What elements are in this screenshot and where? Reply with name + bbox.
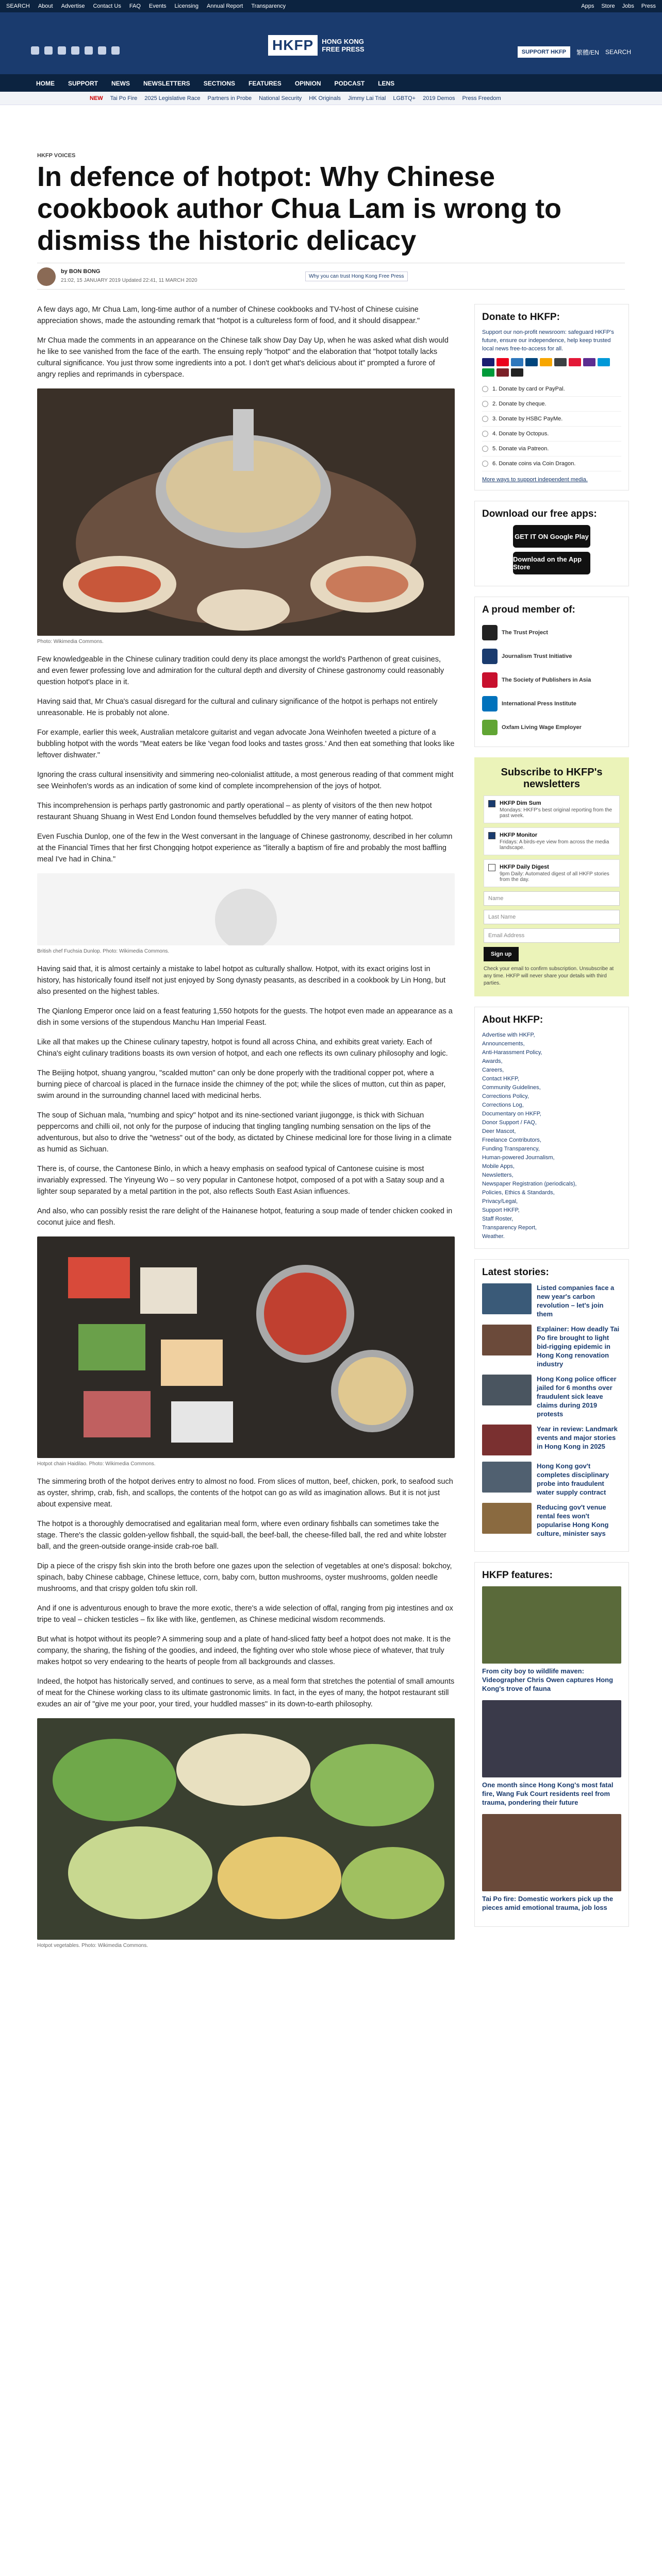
vegetables-photo bbox=[37, 1718, 455, 1940]
paragraph: Dip a piece of the crispy fish skin into the broth before one gazes upon the selection of vegetables at one's disposal: bokchoy, spinach, baby Chinese cabbage, Chinese lettuce, corn, baby corn, button mushrooms, oyster mushrooms, golden needle mushrooms, and that crispy golden tofu skin roll. bbox=[37, 1562, 452, 1593]
member-logo[interactable] bbox=[482, 716, 621, 739]
logo-text-line2: FREE PRESS bbox=[322, 45, 365, 53]
newsletter-box bbox=[474, 757, 629, 996]
donate-option-label: 3. Donate by HSBC PayMe. bbox=[492, 416, 563, 422]
story-thumbnail[interactable] bbox=[482, 1462, 532, 1493]
telegram-icon[interactable] bbox=[98, 46, 106, 55]
member-name: Oxfam Living Wage Employer bbox=[502, 724, 582, 731]
payment-card-icon bbox=[554, 358, 567, 366]
paragraph: But what is hotpot without its people? A simmering soup and a plate of hand-sliced fatty beef a hotpot does not make. It is the company, the sharing, the fishing of the goodies, and indeed, the fighting over who stole whose piece of whatever, that truly makes hotpot so very endearing to the hearts of people from all backgrounds and classes. bbox=[37, 1635, 451, 1666]
trending-items bbox=[90, 95, 501, 101]
email-input[interactable]: Email Address bbox=[484, 928, 620, 943]
nav-item[interactable]: SECTIONS bbox=[203, 80, 236, 87]
payment-methods bbox=[482, 358, 621, 377]
radio-icon[interactable] bbox=[482, 461, 488, 467]
top-link[interactable]: About bbox=[38, 3, 53, 9]
about-link[interactable]: Donor Support / FAQ, bbox=[482, 1120, 537, 1126]
latest-story[interactable] bbox=[482, 1375, 621, 1418]
features-box bbox=[474, 1562, 629, 1927]
article-title: In defence of hotpot: Why Chinese cookbook author Chua Lam is wrong to dismiss the historic delicacy bbox=[37, 161, 562, 256]
story-thumbnail[interactable] bbox=[482, 1325, 532, 1355]
top-right-link[interactable]: Apps bbox=[581, 3, 594, 9]
instagram-icon[interactable] bbox=[58, 46, 66, 55]
latest-story[interactable] bbox=[482, 1283, 621, 1318]
sidebar bbox=[474, 304, 629, 1937]
donate-option-label: 5. Donate via Patreon. bbox=[492, 446, 549, 452]
paragraph: Like all that makes up the Chinese culinary tapestry, hotpot is found all across China, and exhibits great variety. Each of China's eight culinary traditions boasts its own version of hotpot, and each one reflects its own culinary philosophy and logic. bbox=[37, 1038, 448, 1058]
donate-option[interactable] bbox=[482, 412, 621, 427]
member-mark-icon bbox=[482, 625, 498, 640]
about-list bbox=[482, 1031, 621, 1241]
donate-box bbox=[474, 304, 629, 490]
features-title: HKFP features: bbox=[482, 1570, 553, 1581]
trending-new-label: NEW bbox=[90, 95, 103, 101]
paragraph: The simmering broth of the hotpot derives entry to almost no food. From slices of mutton, beef, chicken, pork, to seafood such as oyster, shrimp, crab, fish, and scallops, the contents of the hotpot can go as wild as imagination allows. But it is not just about expensive meat. bbox=[37, 1478, 453, 1509]
masthead bbox=[0, 12, 662, 74]
member-mark-icon bbox=[482, 720, 498, 735]
logo-mark: HKFP bbox=[268, 35, 318, 56]
photo-caption: Hotpot vegetables. Photo: Wikimedia Commons. bbox=[37, 1943, 148, 1948]
about-link[interactable]: Corrections Policy, bbox=[482, 1093, 529, 1099]
top-link[interactable]: Annual Report bbox=[207, 3, 243, 9]
article-kicker[interactable]: HKFP VOICES bbox=[37, 152, 76, 159]
radio-icon[interactable] bbox=[482, 446, 488, 452]
newsletter-desc: 9pm Daily: Automated digest of all HKFP stories from the day. bbox=[500, 871, 609, 883]
rss-icon[interactable] bbox=[111, 46, 120, 55]
about-link[interactable]: Mobile Apps, bbox=[482, 1163, 515, 1170]
latest-story[interactable] bbox=[482, 1325, 621, 1368]
article-body bbox=[37, 304, 455, 1958]
checkbox-icon[interactable] bbox=[488, 864, 495, 871]
donate-option[interactable] bbox=[482, 382, 621, 397]
about-link[interactable]: Funding Transparency, bbox=[482, 1146, 540, 1152]
donate-option[interactable] bbox=[482, 397, 621, 412]
main-nav-items bbox=[36, 80, 394, 87]
donate-option-label: 2. Donate by cheque. bbox=[492, 401, 547, 407]
app-store-button[interactable]: Download on the App Store bbox=[513, 552, 590, 574]
fuchsia-dunlop-photo bbox=[37, 873, 455, 945]
newsletter-title: Subscribe to HKFP's newsletters bbox=[501, 767, 603, 790]
about-link[interactable]: Contact HKFP, bbox=[482, 1076, 519, 1082]
about-link[interactable]: Anti-Harassment Policy, bbox=[482, 1049, 542, 1056]
member-list bbox=[482, 621, 621, 739]
checkbox-checked-icon[interactable] bbox=[488, 800, 495, 807]
about-link[interactable]: Weather. bbox=[482, 1233, 505, 1240]
donate-option-label: 1. Donate by card or PayPal. bbox=[492, 386, 565, 392]
paragraph: Mr Chua made the comments in an appearance on the Chinese talk show Day Day Up, when he was asked what dish would he like to see vanished from the face of the earth. The ensuing reply "hotpot" and the elaboration that "hotpot totally lacks cultural significance. You just throw some ingredients into a pot. I don't get what's delicious about it" prompted a furore of angry replies and reprimands in cyberspace. bbox=[37, 336, 449, 379]
newsletter-name: HKFP Dim Sum bbox=[500, 800, 541, 806]
about-link[interactable]: Announcements, bbox=[482, 1041, 525, 1047]
payment-card-icon bbox=[569, 358, 581, 366]
about-link[interactable]: Corrections Log, bbox=[482, 1102, 524, 1108]
paragraph: Having said that, it is almost certainly a mistake to label hotpot as culturally shallow. Hotpot, with its exact origins lost in history, has historically found itself not just enjoyed by Song dynasty peasants, as described in a cookbook by Lin Hong, but also presented on the highest tables. bbox=[37, 965, 446, 996]
hotpot-photo bbox=[37, 388, 455, 636]
trending-item[interactable]: 2019 Demos bbox=[423, 95, 455, 101]
donate-option-label: 6. Donate coins via Coin Dragon. bbox=[492, 461, 576, 467]
about-link[interactable]: Deer Mascot, bbox=[482, 1128, 516, 1134]
feature-title[interactable]: From city boy to wildlife maven: Videographer Chris Owen captures Hong Kong's trove of fauna bbox=[482, 1667, 614, 1692]
newsletter-option-dimsum[interactable] bbox=[484, 795, 620, 823]
apps-box bbox=[474, 501, 629, 586]
top-right-link[interactable]: Press bbox=[641, 3, 656, 9]
trust-link[interactable]: Why you can trust Hong Kong Free Press bbox=[305, 272, 408, 281]
feature-stories bbox=[482, 1586, 621, 1912]
photo-caption: Hotpot chain Haidilao. Photo: Wikimedia Commons. bbox=[37, 1461, 156, 1467]
nav-item[interactable]: OPINION bbox=[294, 80, 321, 87]
newsletter-option-text bbox=[500, 800, 615, 819]
payment-card-icon bbox=[511, 358, 523, 366]
member-logo[interactable] bbox=[482, 692, 621, 716]
trending-item[interactable]: 2025 Legislative Race bbox=[144, 95, 201, 101]
nav-item[interactable]: HOME bbox=[36, 80, 55, 87]
nav-item[interactable]: LENS bbox=[378, 80, 395, 87]
about-link[interactable]: Documentary on HKFP, bbox=[482, 1111, 541, 1117]
payment-card-icon bbox=[482, 368, 494, 377]
trending-item[interactable]: Jimmy Lai Trial bbox=[348, 95, 386, 101]
top-link[interactable]: Transparency bbox=[251, 3, 286, 9]
nav-item[interactable]: PODCAST bbox=[334, 80, 365, 87]
feature-image[interactable] bbox=[482, 1700, 621, 1777]
trending-item[interactable]: Tai Po Fire bbox=[110, 95, 138, 101]
story-title[interactable]: Hong Kong gov't completes disciplinary probe into fraudulent water supply contract bbox=[537, 1462, 609, 1496]
newsletter-option-text bbox=[500, 832, 615, 851]
trending-item[interactable]: LGBTQ+ bbox=[393, 95, 416, 101]
search-button[interactable]: SEARCH bbox=[605, 48, 631, 56]
top-link[interactable]: SEARCH bbox=[6, 3, 30, 9]
feature-title[interactable]: One month since Hong Kong's most fatal fire, Wang Fuk Court residents reel from trauma, pondering their future bbox=[482, 1781, 614, 1806]
members-box bbox=[474, 597, 629, 747]
trending-bar bbox=[0, 92, 662, 105]
social-icons bbox=[31, 46, 120, 55]
payment-card-icon bbox=[511, 368, 523, 377]
radio-icon[interactable] bbox=[482, 386, 488, 392]
about-link[interactable]: Transparency Report, bbox=[482, 1225, 537, 1231]
trending-item[interactable]: Press Freedom bbox=[462, 95, 501, 101]
top-utility-bar bbox=[0, 0, 662, 12]
about-link[interactable]: Support HKFP, bbox=[482, 1207, 520, 1213]
payment-card-icon bbox=[496, 368, 509, 377]
latest-story[interactable] bbox=[482, 1503, 621, 1538]
feature-title[interactable]: Tai Po fire: Domestic workers pick up the pieces amid emotional trauma, job loss bbox=[482, 1895, 614, 1911]
paragraph: And also, who can possibly resist the rare delight of the Hainanese hotpot, featuring a soup made of tender chicken cooked in coconut juice and flesh. bbox=[37, 1207, 453, 1227]
apps-title: Download our free apps: bbox=[482, 509, 597, 519]
payment-card-icon bbox=[598, 358, 610, 366]
newsletter-desc: Fridays: A birds-eye view from across the media landscape. bbox=[500, 839, 609, 851]
haidilao-graphic bbox=[37, 1236, 455, 1458]
paragraph: The hotpot is a thoroughly democratised and egalitarian meal form, where even ordinary fishballs can sometimes take the stage. There's the classic golden-yellow fishball, the squid-ball, the beef-ball, the cheese-filled ball, the red and white lobster ball, and the green-outside orange-inside crab-roe ball. bbox=[37, 1520, 447, 1551]
top-right-links bbox=[581, 3, 656, 9]
about-title: About HKFP: bbox=[482, 1014, 543, 1025]
story-thumbnail[interactable] bbox=[482, 1283, 532, 1314]
about-box bbox=[474, 1007, 629, 1249]
donate-options bbox=[482, 382, 621, 471]
story-title[interactable]: Year in review: Landmark events and major stories in Hong Kong in 2025 bbox=[537, 1425, 618, 1450]
donate-lead[interactable]: Support our non-profit newsroom: safeguard HKFP's future, ensure our independence, help keep trusted local news free-to-access for all. bbox=[482, 329, 614, 352]
story-title[interactable]: Listed companies face a new year's carbon revolution – let's join them bbox=[537, 1284, 615, 1318]
photo-caption: British chef Fuchsia Dunlop. Photo: Wikimedia Commons. bbox=[37, 948, 170, 954]
member-name: The Society of Publishers in Asia bbox=[502, 677, 591, 683]
paragraph: This incomprehension is perhaps partly gastronomic and partly operational – as plenty of visitors of the then new hotpot restaurant Shuang Shuang in West End London found themselves befuddled by the very manner of eating hotpot. bbox=[37, 802, 432, 821]
twitter-icon[interactable] bbox=[44, 46, 53, 55]
newsletter-option-monitor[interactable] bbox=[484, 827, 620, 855]
author-name[interactable]: by BON BONG bbox=[61, 268, 101, 275]
vegetables-graphic bbox=[37, 1718, 455, 1940]
youtube-icon[interactable] bbox=[71, 46, 79, 55]
latest-box bbox=[474, 1259, 629, 1552]
payment-card-icon bbox=[496, 358, 509, 366]
last-name-input[interactable]: Last Name bbox=[484, 910, 620, 924]
paragraph: The Qianlong Emperor once laid on a feast featuring 1,550 hotpots for the guests. The hotpot even made an appearance as a dish in some versions of the stupendous Manchu Han Imperial Feast. bbox=[37, 1007, 453, 1027]
payment-card-icon bbox=[482, 358, 494, 366]
story-thumbnail[interactable] bbox=[482, 1375, 532, 1405]
member-logo[interactable] bbox=[482, 621, 621, 645]
about-link[interactable]: Community Guidelines, bbox=[482, 1084, 541, 1091]
photo-caption: Photo: Wikimedia Commons. bbox=[37, 639, 104, 645]
trending-item[interactable]: National Security bbox=[259, 95, 302, 101]
members-title: A proud member of: bbox=[482, 604, 575, 615]
signup-button[interactable]: Sign up bbox=[484, 947, 519, 961]
logo-text-line1: HONG KONG bbox=[322, 38, 364, 45]
more-ways-link[interactable]: More ways to support independent media. bbox=[482, 477, 588, 483]
publish-dates: 21:02, 15 JANUARY 2019 Updated 22:41, 11 MARCH 2020 bbox=[61, 278, 197, 283]
donate-option[interactable] bbox=[482, 456, 621, 471]
member-name: Journalism Trust Initiative bbox=[502, 653, 572, 659]
paragraph: There is, of course, the Cantonese Binlo, in which a heavy emphasis on seafood typical of Cantonese cuisine is most invariably expressed. The Yinyeung Wo – so very popular in Cantonese hotpot, composed of a pot with a Satay soup and a lighter soup separated by a metal partition in the pot, also reflects South East Asian influences. bbox=[37, 1165, 444, 1196]
nav-item[interactable]: SUPPORT bbox=[68, 80, 98, 87]
top-link[interactable]: Advertise bbox=[61, 3, 85, 9]
paragraph: The soup of Sichuan mala, "numbing and spicy" hotpot and its nine-sectioned variant jiugongge, is thick with Sichuan peppercorns and chilli oil, not only for the purpose of inducing that tingling tangling numbing sensation on the lips of the adventurous, but also to drive the "wetness" out of the body, as dictated by Chinese medicinal lore for those living in a climate as humid as Sichuan. bbox=[37, 1111, 452, 1154]
about-link[interactable]: Advertise with HKFP, bbox=[482, 1032, 535, 1038]
radio-icon[interactable] bbox=[482, 431, 488, 437]
member-logo[interactable] bbox=[482, 645, 621, 668]
language-toggle[interactable]: 繁體/EN bbox=[576, 48, 599, 56]
payment-card-icon bbox=[583, 358, 595, 366]
top-links bbox=[6, 3, 286, 9]
masthead-actions bbox=[518, 46, 631, 58]
newsletter-note: Check your email to confirm subscription. Unsubscribe at any time. HKFP will never share your details with third parties. bbox=[484, 966, 614, 986]
radio-icon[interactable] bbox=[482, 401, 488, 407]
about-link[interactable]: Policies, Ethics & Standards, bbox=[482, 1190, 555, 1196]
top-right-link[interactable]: Store bbox=[601, 3, 615, 9]
about-link[interactable]: Human-powered Journalism, bbox=[482, 1155, 555, 1161]
trending-item[interactable]: HK Originals bbox=[309, 95, 341, 101]
top-right-link[interactable]: Jobs bbox=[622, 3, 634, 9]
paragraph: And if one is adventurous enough to brave the more exotic, there's a wide selection of offal, ranging from pig intestines and ox tripe to veal – chicken testicles – fix like with like, gentlemen, as Chinese medicinal wisdom recommends. bbox=[37, 1604, 453, 1624]
member-logo[interactable] bbox=[482, 668, 621, 692]
latest-story[interactable] bbox=[482, 1425, 621, 1455]
site-logo[interactable] bbox=[268, 35, 365, 56]
about-link[interactable]: Privacy/Legal, bbox=[482, 1198, 518, 1205]
top-link[interactable]: Licensing bbox=[174, 3, 199, 9]
nav-item[interactable]: FEATURES bbox=[249, 80, 282, 87]
checkbox-checked-icon[interactable] bbox=[488, 832, 495, 839]
member-name: The Trust Project bbox=[502, 630, 548, 636]
top-link[interactable]: Events bbox=[148, 3, 167, 9]
google-play-button[interactable]: GET IT ON Google Play bbox=[513, 525, 590, 548]
name-input[interactable]: Name bbox=[484, 891, 620, 906]
member-mark-icon bbox=[482, 672, 498, 688]
nav-item[interactable]: NEWSLETTERS bbox=[143, 80, 190, 87]
paragraph: A few days ago, Mr Chua Lam, long-time author of a number of Chinese cookbooks and TV-host of Chinese cuisine appreciation shows, made the astounding remark that "hotpot is a cultureless form of food, and it should disappear." bbox=[37, 306, 420, 325]
payment-card-icon bbox=[540, 358, 552, 366]
donate-option-label: 4. Donate by Octopus. bbox=[492, 431, 549, 437]
newsletter-desc: Mondays: HKFP's best original reporting from the past week. bbox=[500, 807, 613, 819]
story-title[interactable]: Hong Kong police officer jailed for 6 months over fraudulent sick leave claims during 2019 protests bbox=[537, 1375, 617, 1418]
feature-image[interactable] bbox=[482, 1814, 621, 1891]
latest-stories bbox=[482, 1283, 621, 1538]
about-link[interactable]: Awards, bbox=[482, 1058, 503, 1064]
support-hkfp-button[interactable]: SUPPORT HKFP bbox=[518, 46, 570, 58]
about-link[interactable]: Newsletters, bbox=[482, 1172, 514, 1178]
author-avatar bbox=[37, 267, 56, 286]
radio-icon[interactable] bbox=[482, 416, 488, 422]
paragraph: The Beijing hotpot, shuang yangrou, "scalded mutton" can only be done properly with the traditional copper pot, where a burning piece of charcoal is placed in the furnace inside the chimney of the pot; while the slices of mutton, cut thin as paper, swim around in the surrounding channel laced with medicinal herbs. bbox=[37, 1069, 446, 1100]
latest-story[interactable] bbox=[482, 1462, 621, 1497]
story-title[interactable]: Explainer: How deadly Tai Po fire brought to light bid-rigging epidemic in Hong Kong renovation industry bbox=[537, 1325, 620, 1368]
payment-card-icon bbox=[525, 358, 538, 366]
top-link[interactable]: Contact Us bbox=[93, 3, 121, 9]
newsletter-option-text bbox=[500, 864, 615, 883]
paragraph: Having said that, Mr Chua's casual disregard for the cultural and culinary significance of the hotpot is perhaps not entirely unreasonable. He is probably not alone. bbox=[37, 698, 438, 717]
paragraph: For example, earlier this week, Australian metalcore guitarist and vegan advocate Jona Weinhofen tweeted a picture of a bubbling hotpot with the words "Meat eaters be like 'vegan food looks and tastes gross.' And then eat something that looks like leftover dishwater." bbox=[37, 728, 455, 759]
paragraph: Ignoring the crass cultural insensitivity and simmering neo-colonialist attitude, a most generous reading of that comment might see Weinhofen's words as an indication of some kind of complete incomprehension of the joys of hotpot. bbox=[37, 771, 454, 790]
story-thumbnail[interactable] bbox=[482, 1503, 532, 1534]
member-mark-icon bbox=[482, 696, 498, 711]
feature-image[interactable] bbox=[482, 1586, 621, 1664]
latest-title: Latest stories: bbox=[482, 1267, 549, 1278]
hotpot-photo-graphic bbox=[37, 388, 455, 636]
story-thumbnail[interactable] bbox=[482, 1425, 532, 1455]
logo-text bbox=[322, 38, 364, 53]
member-name: International Press Institute bbox=[502, 701, 576, 707]
paragraph: Few knowledgeable in the Chinese culinary tradition could deny its place amongst the world's Parthenon of great cuisines, and even fewer professing love and admiration for the cultural depth and diversity of Chinese gastronomy could reasonably question hotpot's place in it. bbox=[37, 655, 444, 686]
about-link[interactable]: Careers, bbox=[482, 1067, 504, 1073]
facebook-icon[interactable] bbox=[31, 46, 39, 55]
paragraph: Even Fuschia Dunlop, one of the few in the West conversant in the language of Chinese gastronomy, described in her column at the Financial Times that her first Chongqing hotpot experience as "literally a baptism of fire and probably the most baffling meal I've had in China." bbox=[37, 833, 453, 863]
paragraph: Indeed, the hotpot has historically served, and continues to serve, as a meal form that stretches the potential of small amounts of meat for the Chinese working class to its ultimate gastronomic limits. In fact, in the eyes of many, the hotpot restaurant still exudes an air of "give me your poor, your tired, your huddled masses" in its down-to-earth philosophy. bbox=[37, 1677, 455, 1708]
donate-option[interactable] bbox=[482, 442, 621, 456]
newsletter-name: HKFP Daily Digest bbox=[500, 864, 549, 870]
about-link[interactable]: Freelance Contributors, bbox=[482, 1137, 541, 1143]
donate-option[interactable] bbox=[482, 427, 621, 442]
linkedin-icon[interactable] bbox=[85, 46, 93, 55]
main-nav bbox=[0, 74, 662, 92]
fuchsia-dunlop-graphic bbox=[37, 873, 455, 945]
member-mark-icon bbox=[482, 649, 498, 664]
top-link[interactable]: FAQ bbox=[129, 3, 141, 9]
nav-item[interactable]: NEWS bbox=[111, 80, 130, 87]
trending-item[interactable]: Partners in Probe bbox=[207, 95, 252, 101]
about-link[interactable]: Staff Roster, bbox=[482, 1216, 514, 1222]
byline bbox=[37, 263, 625, 290]
about-link[interactable]: Newspaper Registration (periodicals), bbox=[482, 1181, 577, 1187]
newsletter-name: HKFP Monitor bbox=[500, 832, 538, 838]
haidilao-photo bbox=[37, 1236, 455, 1458]
donate-title: Donate to HKFP: bbox=[482, 312, 560, 323]
newsletter-option-digest[interactable] bbox=[484, 859, 620, 887]
story-title[interactable]: Reducing gov't venue rental fees won't popularise Hong Kong culture, minister says bbox=[537, 1503, 609, 1537]
